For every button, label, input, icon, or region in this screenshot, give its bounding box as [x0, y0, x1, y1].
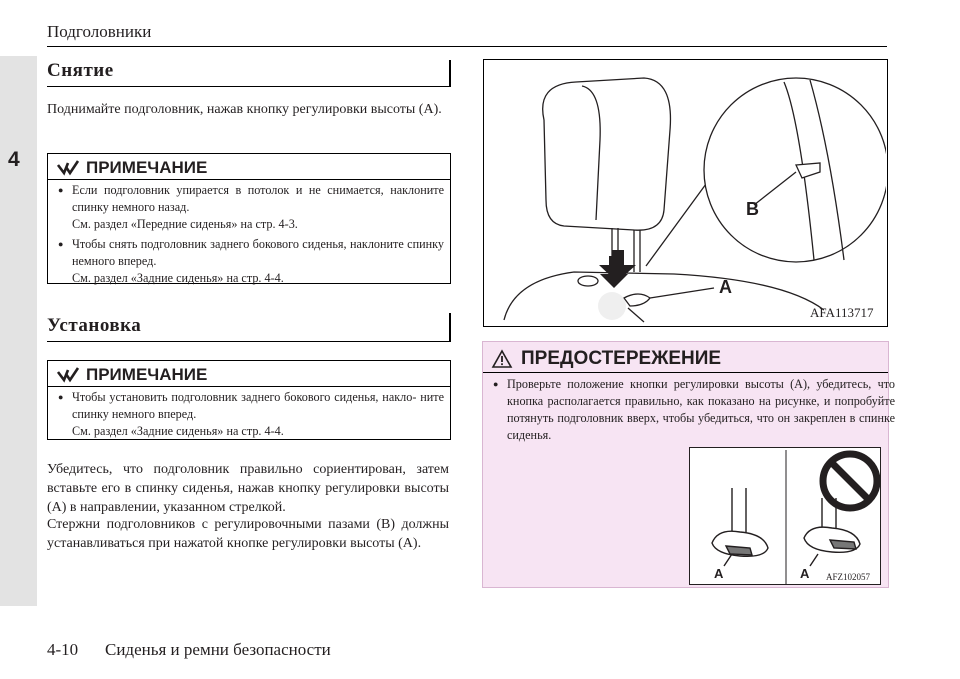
note-box-install	[47, 360, 451, 440]
figure-code: AFA113717	[810, 305, 874, 320]
note-rule	[48, 179, 450, 180]
warning-header	[491, 348, 721, 370]
page-header-title: Подголовники	[47, 22, 152, 41]
headrest-illustration	[484, 60, 886, 325]
warning-fig-code: AFZ102057	[826, 572, 871, 582]
section-rule-tick	[449, 313, 451, 342]
note-header	[56, 365, 207, 385]
install-text-2: Стержни подголовников с регулировочными пазами (В) должны устанавливаться при нажатой кнопке регулировки высоты (А).	[47, 517, 449, 551]
chapter-sidebar	[0, 56, 37, 606]
section-title-removal: Снятие	[47, 60, 114, 81]
warning-title: ПРЕДОСТЕРЕЖЕНИЕ	[521, 348, 722, 369]
note-list	[56, 182, 444, 287]
note-item: ● Если подголовник упирается в потолок и не снимается, наклоните спинку немного назад.	[56, 182, 444, 216]
note-item: ● Чтобы установить подголовник заднего бокового сиденья, накло- ните спинку немного вперед.	[56, 389, 444, 423]
warning-figure	[689, 447, 881, 585]
headrest-figure	[483, 59, 888, 327]
footer-page-number: 4-10	[47, 640, 79, 659]
note-ref: См. раздел «Передние сиденья» на стр. 4-3.	[72, 217, 298, 231]
install-text-1: Убедитесь, что подголовник правильно сориентирован, затем вставьте его в спинку сиденья, нажав кнопку регулировки высоты (А) в направлении, указанном стрелкой.	[47, 462, 449, 515]
note-box-removal	[47, 153, 451, 284]
section-rule	[47, 86, 450, 87]
note-title: ПРИМЕЧАНИЕ	[86, 158, 208, 177]
note-ref: См. раздел «Задние сиденья» на стр. 4-4.	[72, 424, 284, 438]
footer-chapter-title: Сиденья и ремни безопасности	[105, 640, 331, 659]
warning-box	[482, 341, 895, 588]
prohibited-icon	[823, 454, 877, 508]
figure-label-a: A	[719, 277, 732, 297]
section-title-install: Установка	[47, 315, 142, 336]
warning-fig-label-a1: A	[714, 566, 724, 581]
note-ref: См. раздел «Задние сиденья» на стр. 4-4.	[72, 271, 284, 285]
note-check-icon	[56, 159, 80, 177]
note-rule	[48, 386, 450, 387]
note-header	[56, 158, 207, 178]
warning-rule	[483, 372, 888, 373]
header-rule	[47, 46, 887, 47]
note-list	[56, 389, 444, 440]
note-title: ПРИМЕЧАНИЕ	[86, 365, 208, 384]
section-rule	[47, 341, 450, 342]
note-item: ● Чтобы снять подголовник заднего бокового сиденья, наклоните спинку немного вперед.	[56, 236, 444, 270]
figure-label-b: B	[746, 199, 759, 219]
section-rule-tick	[449, 60, 451, 87]
warning-triangle-icon	[491, 349, 513, 369]
warning-fig-label-a2: A	[800, 566, 810, 581]
removal-text: Поднимайте подголовник, нажав кнопку регулировки высоты (А).	[47, 102, 442, 117]
chapter-number: 4	[8, 148, 20, 171]
warning-illustration	[690, 448, 880, 584]
warning-text: ● Проверьте положение кнопки регулировки высоты (A), убедитесь, что кнопка располагается правильно, как показано на рисунке, и попробуйте потянуть подголовник вверх, чтобы убедиться, что он закреплен в спинке сиденья.	[491, 376, 895, 444]
note-check-icon	[56, 366, 80, 384]
